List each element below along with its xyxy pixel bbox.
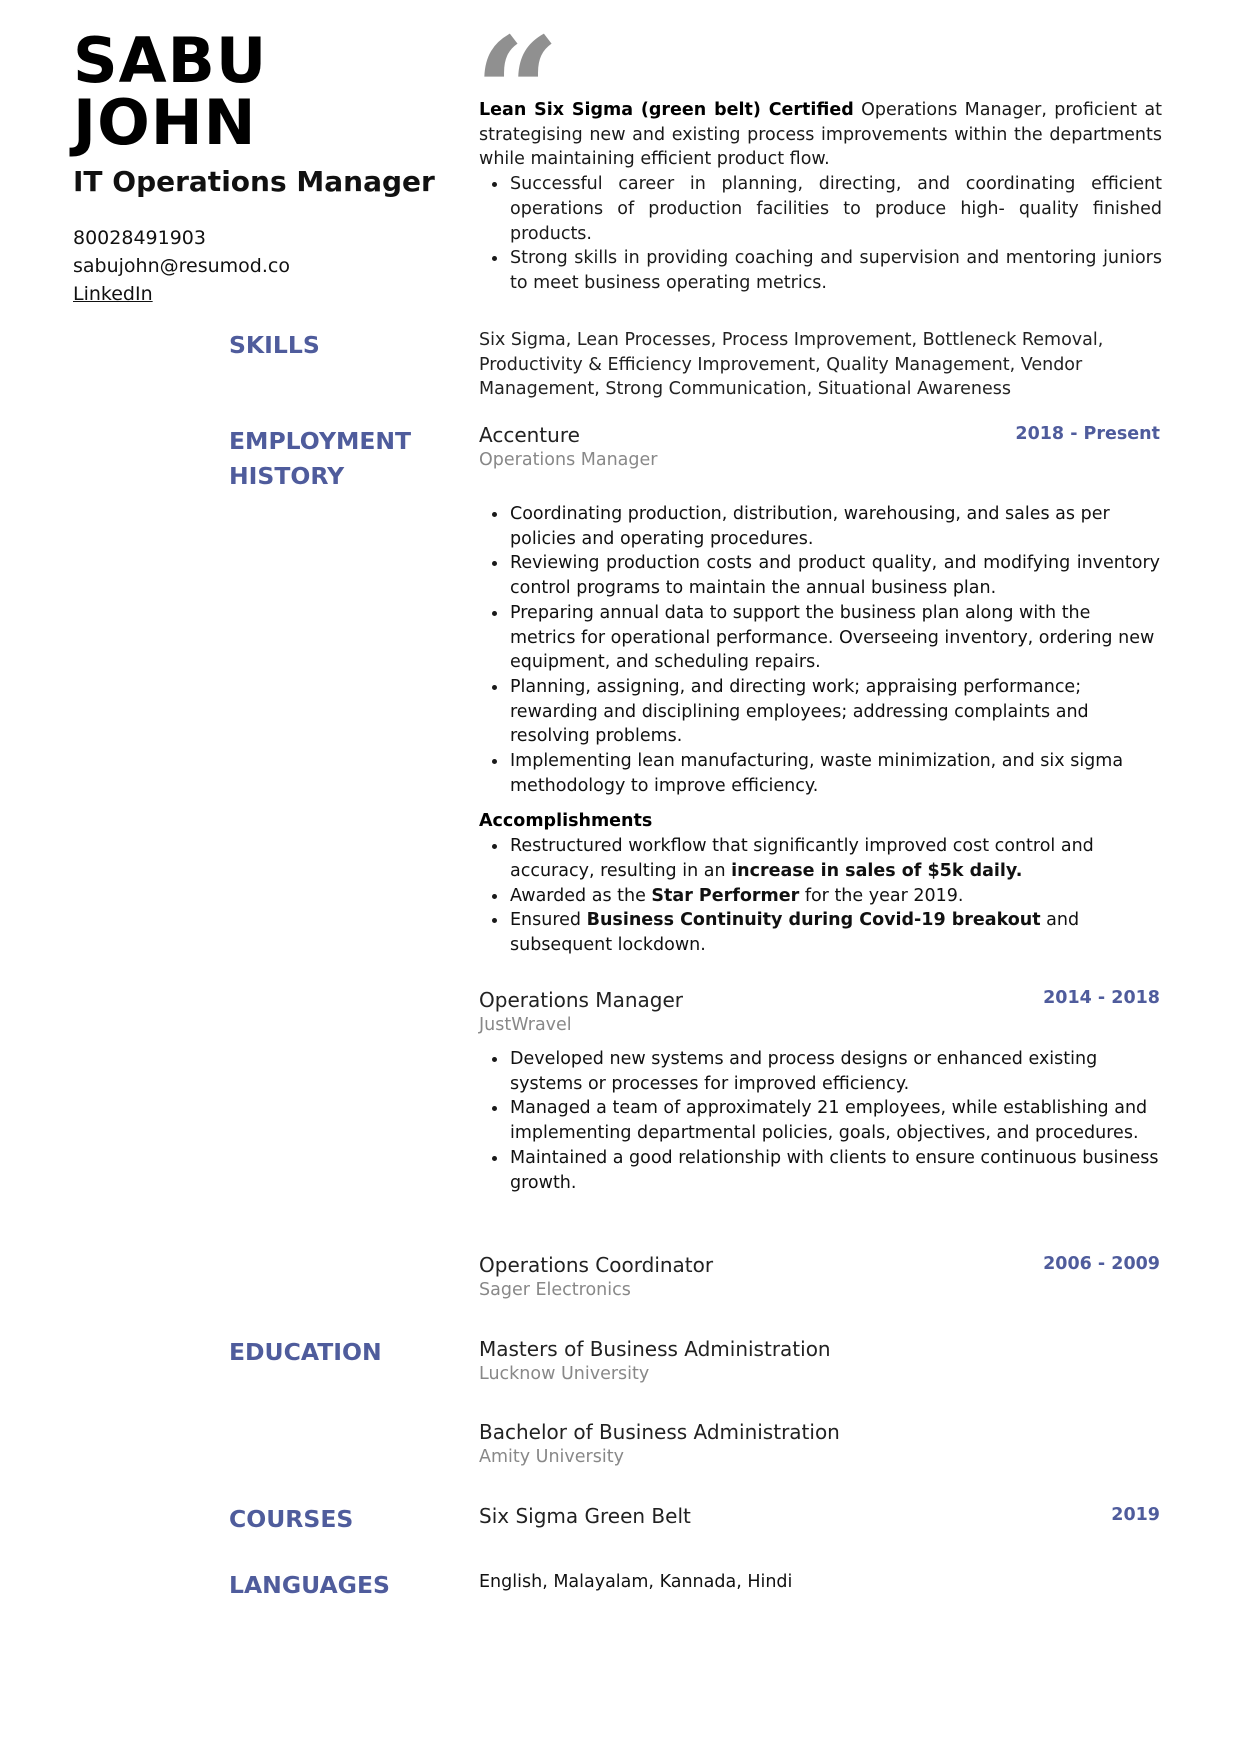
summary-bullets — [479, 172, 1162, 296]
degree-title: Masters of Business Administration — [479, 1337, 831, 1361]
section-heading-education: EDUCATION — [229, 1338, 382, 1366]
accomplishment-text: for the year 2019. — [799, 885, 964, 906]
summary-intro-bold: Lean Six Sigma (green belt) Certified — [479, 100, 854, 120]
course-title: Six Sigma Green Belt — [479, 1504, 691, 1528]
profile-summary — [479, 98, 1162, 296]
section-heading-skills: SKILLS — [229, 331, 320, 359]
job-bullet: Preparing annual data to support the business plan along with the metrics for operational performance. Overseeing inventory, ordering new equipment, and scheduling repairs. — [479, 601, 1160, 675]
job-title: IT Operations Manager — [73, 165, 435, 198]
accomplishment-bold: increase in sales of $5k daily. — [731, 860, 1023, 881]
accomplishment-text: Ensured — [510, 910, 587, 931]
phone-number: 80028491903 — [73, 227, 206, 249]
accomplishment-text: and subsequent lockdown. — [510, 910, 1080, 955]
job-bullets — [479, 1047, 1160, 1195]
job-dates: 2014 - 2018 — [1043, 988, 1160, 1008]
accomplishment-bold: Business Continuity during Covid-19 breakout — [586, 910, 1041, 931]
accomplishment-text: Awarded as the — [510, 885, 652, 906]
contact-block — [73, 224, 290, 308]
last-name: JOHN — [73, 86, 257, 159]
job-employer: Sager Electronics — [479, 1280, 631, 1300]
job-bullet: Coordinating production, distribution, warehousing, and sales as per policies and operating procedures. — [479, 502, 1160, 551]
email-address: sabujohn@resumod.co — [73, 255, 290, 277]
accomplishment-item — [479, 908, 1160, 957]
job-bullet: Planning, assigning, and directing work; appraising performance; rewarding and disciplining employees; addressing complaints and resolving problems. — [479, 675, 1160, 749]
linkedin-link[interactable]: LinkedIn — [73, 283, 153, 305]
job-employer: Accenture — [479, 423, 580, 447]
job-role: Operations Manager — [479, 988, 683, 1012]
job-bullet: Maintained a good relationship with clients to ensure continuous business growth. — [479, 1146, 1160, 1195]
accomplishments-list — [479, 834, 1160, 958]
summary-bullet: Successful career in planning, directing, and coordinating efficient operations of production facilities to produce high- quality finished products. — [479, 172, 1162, 246]
job-bullets — [479, 502, 1160, 798]
first-name: SABU — [73, 24, 268, 97]
degree-title: Bachelor of Business Administration — [479, 1420, 840, 1444]
accomplishment-text: Restructured workflow that significantly improved cost control and accuracy, resulting in an — [510, 836, 1094, 881]
job-dates: 2018 - Present — [1015, 424, 1160, 444]
skills-list: Six Sigma, Lean Processes, Process Improvement, Bottleneck Removal, Productivity & Efficiency Improvement, Quality Management, Vendor Management, Strong Communication, Situational Awareness — [479, 330, 1104, 400]
accomplishment-item — [479, 834, 1160, 883]
degree-school: Lucknow University — [479, 1364, 650, 1384]
section-heading-employment — [229, 424, 411, 494]
job-bullet: Managed a team of approximately 21 employees, while establishing and implementing departmental policies, goals, objectives, and procedures. — [479, 1096, 1160, 1145]
candidate-name — [73, 24, 268, 159]
job-bullet: Reviewing production costs and product quality, and modifying inventory control programs to maintain the annual business plan. — [479, 551, 1160, 600]
job-bullet: Developed new systems and process designs or enhanced existing systems or processes for improved efficiency. — [479, 1047, 1160, 1096]
summary-intro — [479, 98, 1162, 172]
accomplishments-heading: Accomplishments — [479, 811, 653, 832]
section-heading-languages: LANGUAGES — [229, 1571, 390, 1599]
job-details — [479, 502, 1160, 958]
course-year: 2019 — [1111, 1505, 1160, 1525]
job-employer: JustWravel — [479, 1015, 572, 1035]
languages-list: English, Malayalam, Kannada, Hindi — [479, 1572, 793, 1592]
job-dates: 2006 - 2009 — [1043, 1254, 1160, 1274]
job-role: Operations Manager — [479, 450, 658, 470]
quote-mark-icon: “ — [474, 5, 561, 181]
section-heading-employment-line2: HISTORY — [229, 462, 345, 490]
accomplishment-bold: Star Performer — [651, 885, 800, 906]
accomplishment-item — [479, 884, 1160, 909]
job-role: Operations Coordinator — [479, 1253, 714, 1277]
summary-intro-text: Operations Manager, proficient at strategising new and existing process improvements within the departments while maintaining efficient product flow. — [479, 100, 1162, 170]
section-heading-employment-line1: EMPLOYMENT — [229, 427, 412, 455]
job-details — [479, 1047, 1160, 1195]
degree-school: Amity University — [479, 1447, 624, 1467]
summary-bullet: Strong skills in providing coaching and supervision and mentoring juniors to meet business operating metrics. — [479, 246, 1162, 295]
section-heading-courses: COURSES — [229, 1505, 354, 1533]
job-bullet: Implementing lean manufacturing, waste minimization, and six sigma methodology to improve efficiency. — [479, 749, 1160, 798]
